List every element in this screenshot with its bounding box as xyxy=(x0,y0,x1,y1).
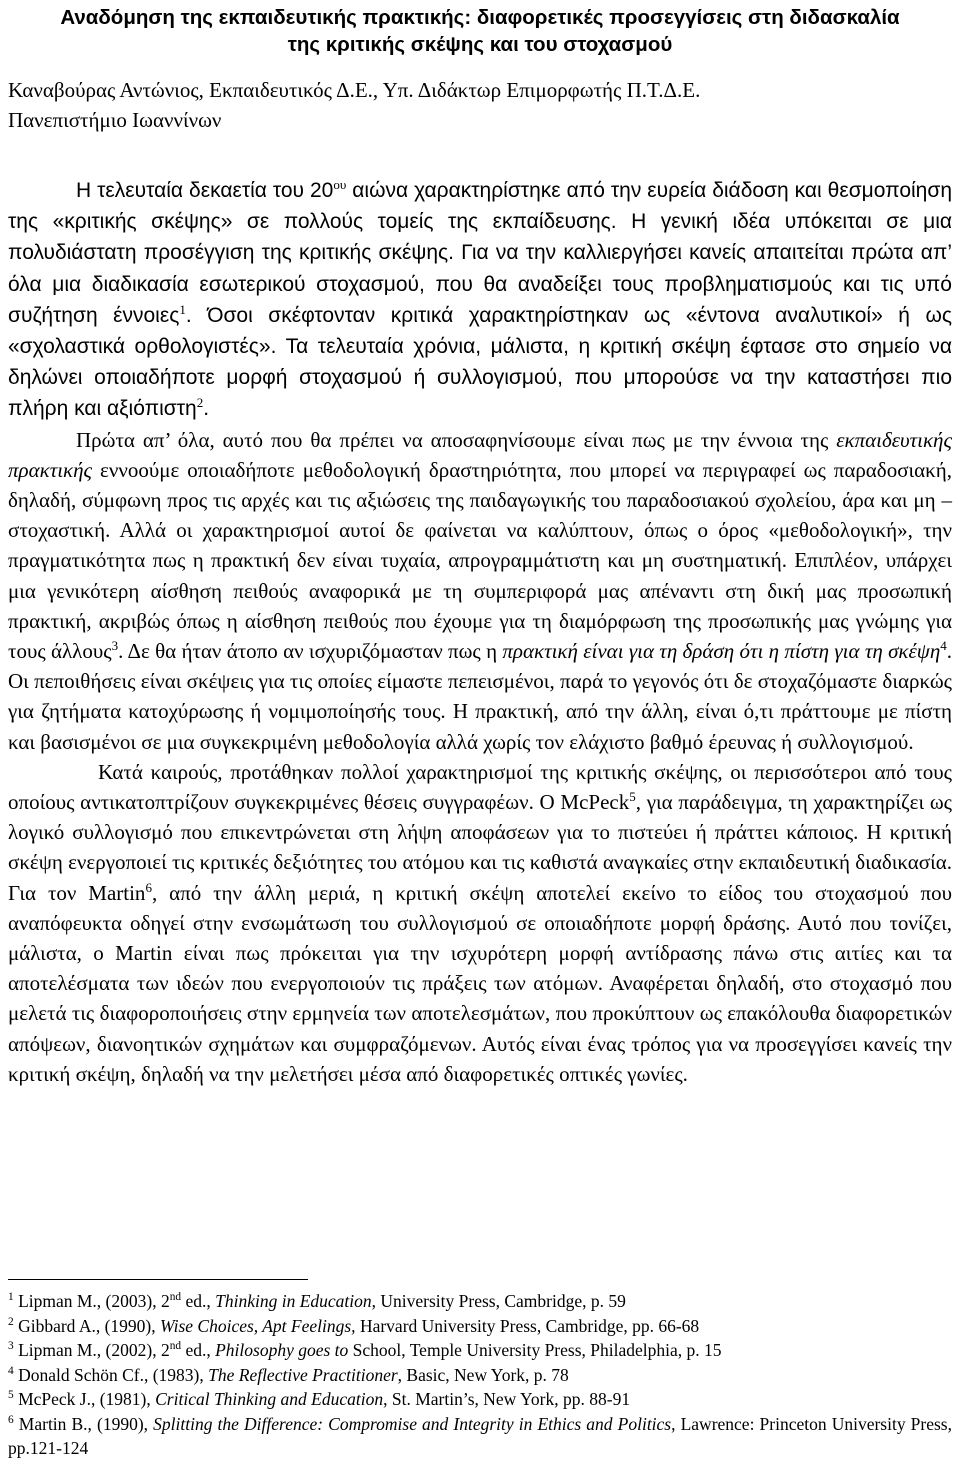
text-run: Lipman M., (2002), 2 xyxy=(13,1340,170,1360)
footnote-number: 1 xyxy=(8,1291,14,1304)
text-run: ed., xyxy=(181,1291,216,1311)
title-line-1: Αναδόμηση της εκπαιδευτικής πρακτικής: διαφορετικές προσεγγίσεις στη διδασκαλία xyxy=(60,6,900,29)
text-run: Martin B., (1990), xyxy=(13,1413,154,1434)
footnote-number: 3 xyxy=(8,1340,14,1353)
text-run: Η τελευταία δεκαετία του 20 xyxy=(76,179,334,202)
italic-text: εκπαιδευτικής πρακτικής xyxy=(8,427,952,482)
footnote xyxy=(8,1363,952,1388)
footnote xyxy=(8,1338,952,1363)
text-run: , Lawrence: Princeton University Press, pp.121-124 xyxy=(8,1413,952,1458)
text-run: . Δε θα ήταν άτοπο αν ισχυριζόμασταν πως η xyxy=(118,639,503,664)
text-run: . Οι πεποιθήσεις είναι σκέψεις για τις οποίες είμαστε πεπεισμένοι, παρά το γεγονός ότι δε στοχαζόμαστε διαρκώς για ζητήματα κατοχύρωσης ή νομιμοποίησής τους. Η πρακτική, από την άλλη, είναι ό,τι πράττουμε με πίστη και βασισμένοι σε μια συγκεκριμένη μεθοδολογία αλλά χωρίς τον ελάχιστο βαθμό έρευνας ή συλλογισμού. xyxy=(8,639,953,754)
author-block xyxy=(8,75,952,135)
text-run: αιώνα χαρακτηρίστηκε από την ευρεία διάδοση και θεσμοποίηση της «κριτικής σκέψης» σε πολλούς τομείς της εκπαίδευσης. Η γενική ιδέα υπόκειται σε μια πολυδιάστατη προσέγγιση της κριτικής σκέψης. Για να την καλλιεργήσει κανείς απαιτείται πρώτα απ’ όλα μια διαδικασία εσωτερικού στοχασμού, που θα αναδείξει τους προβληματισμούς και τις υπό συζήτηση έννοιες xyxy=(8,179,952,327)
paragraph xyxy=(8,757,952,1089)
footnote xyxy=(8,1387,952,1412)
footnote-number: 5 xyxy=(8,1389,14,1402)
text-run: , για παράδειγμα, τη χαρακτηρίζει ως λογικό συλλογισμό που επικεντρώνεται στη λήψη αποφάσεων για το πιστεύει ή πράττει κάποιος. Η κριτική σκέψη ενεργοποιεί τις κριτικές δεξιότητες του ατόμου και τις καθιστά αναγκαίες στην εκπαιδευτική διαδικασία. Για τον Martin xyxy=(8,790,952,905)
text-run: . Όσοι σκέφτονταν κριτικά χαρακτηρίστηκαν ως «έντονα αναλυτικοί» ή ως «σχολαστικά ορθολογιστές». Τα τελευταία χρόνια, μάλιστα, η κριτική σκέψη έφτασε στο σημείο να δηλώνει οποιαδήποτε μορφή στοχασμού ή συλλογισμού, που μπορούσε να την καταστήσει πιο πλήρη και αξιόπιστη xyxy=(8,303,952,421)
text-run: Donald Schön Cf., (1983), xyxy=(13,1364,209,1385)
author-university: Πανεπιστήμιο Ιωαννίνων xyxy=(8,108,222,132)
document-title xyxy=(8,4,952,58)
footnote-separator xyxy=(8,1279,308,1280)
footnote-number: 4 xyxy=(8,1364,14,1377)
paragraph xyxy=(8,175,952,425)
footnotes xyxy=(8,1289,952,1461)
italic-text: The Reflective Practitioner xyxy=(208,1364,398,1385)
superscript: nd xyxy=(169,1340,182,1353)
text-run: Harvard University Press, Cambridge, pp. 66-68 xyxy=(355,1315,700,1336)
text-run: , University Press, Cambridge, p. 59 xyxy=(371,1291,626,1311)
italic-text: Wise Choices, Apt Feelings, xyxy=(160,1315,356,1336)
text-run: Lipman M., (2003), 2 xyxy=(13,1291,170,1311)
body-text xyxy=(8,175,952,1089)
text-run: Πρώτα απ’ όλα, αυτό που θα πρέπει να αποσαφηνίσουμε είναι πως με την έννοια της xyxy=(76,427,837,452)
superscript: 1 xyxy=(179,301,186,317)
superscript: nd xyxy=(169,1291,182,1304)
title-line-2: της κριτικής σκέψης και του στοχασμού xyxy=(287,33,673,56)
paragraph xyxy=(8,425,952,757)
superscript: 2 xyxy=(196,395,204,411)
footnote-number: 6 xyxy=(8,1413,14,1426)
text-run: , Basic, New York, p. 78 xyxy=(397,1364,569,1385)
superscript: 6 xyxy=(145,879,152,895)
text-run: McPeck J., (1981), xyxy=(13,1389,156,1409)
footnote xyxy=(8,1412,952,1461)
footnote xyxy=(8,1289,952,1314)
text-run: ed., xyxy=(181,1340,216,1360)
italic-text: Critical Thinking and Education xyxy=(155,1389,384,1409)
italic-text: Thinking in Education xyxy=(215,1291,372,1311)
footnote-number: 2 xyxy=(8,1315,14,1328)
italic-text: πρακτική είναι για τη δράση ότι η πίστη για τη σκέψη xyxy=(502,639,941,664)
superscript: ου xyxy=(333,177,347,192)
text-run: Gibbard A., (1990), xyxy=(13,1315,160,1336)
text-run: , από την άλλη μεριά, η κριτική σκέψη αποτελεί εκείνο το είδος του στοχασμού που αναπόφευκτα οδηγεί στην ενσωμάτωση του συλλογισμού σε οποιαδήποτε μορφή δράσης. Αυτό που τονίζει, μάλιστα, ο Martin είναι πως πρόκειται για την ισχυρότερη μορφή αντίδρασης πάνω στις αιτίες και τα αποτελέσματα των ιδεών που ενεργοποιούν τις πράξεις των ατόμων. Αναφέρεται δηλαδή, στο στοχασμό που μελετά τις διαφοροποιήσεις στην ερμηνεία των αποτελεσμάτων, που προκύπτουν ως επακόλουθα διαφορετικών απόψεων, διανοητικών σχημάτων και συμφραζόμενων. Αυτός είναι ένας τρόπος για να προσεγγίσει κανείς την κριτική σκέψη, δηλαδή να την μελετήσει μέσα από διαφορετικές οπτικές γωνίες. xyxy=(8,880,952,1086)
text-run: , St. Martin’s, New York, pp. 88-91 xyxy=(383,1389,631,1409)
footnote xyxy=(8,1314,952,1339)
superscript: 3 xyxy=(111,638,119,654)
text-run: εννοούμε οποιαδήποτε μεθοδολογική δραστηριότητα, που μπορεί να περιγραφεί ως παραδοσιακή, δηλαδή, σύμφωνη προς τις αρχές και τις αξιώσεις της παιδαγωγικής του παραδοσιακού σχολείου, άρα και μη – στοχαστική. Αλλά οι χαρακτηρισμοί αυτοί δε φαίνεται να καλύπτουν, όπως ο όρος «μεθοδολογική», την πραγματικότητα πως η πρακτική δεν είναι τυχαία, απρογραμμάτιστη και μη συστηματική. Επιπλέον, υπάρχει μια γενικότερη αίσθηση πειθούς αναφορικά με τη συμπεριφορά μας απέναντι στη δική μας προσωπική πρακτική, ακριβώς όπως η αίσθηση πειθούς που έχουμε για τη διαμόρφωση της προσωπικής μας γνώμης για τους άλλους xyxy=(8,457,952,664)
italic-text: Philosophy goes to xyxy=(215,1340,349,1360)
text-run: School, Temple University Press, Philadelphia, p. 15 xyxy=(348,1340,722,1360)
author-name-affiliation: Καναβούρας Αντώνιος, Εκπαιδευτικός Δ.Ε., Υπ. Διδάκτωρ Επιμορφωτής Π.Τ.Δ.Ε. xyxy=(8,78,701,102)
superscript: 5 xyxy=(629,789,636,805)
text-run: . xyxy=(203,397,210,421)
italic-text: Splitting the Difference: Compromise and Integrity in Ethics and Politics xyxy=(153,1413,672,1434)
superscript: 4 xyxy=(940,638,947,654)
text-run: Κατά καιρούς, προτάθηκαν πολλοί χαρακτηρισμοί της κριτικής σκέψης, οι περισσότεροι από τους οποίους αντικατοπτρίζουν συγκεκριμένες θέσεις συγγραφέων. Ο McPeck xyxy=(8,759,952,815)
